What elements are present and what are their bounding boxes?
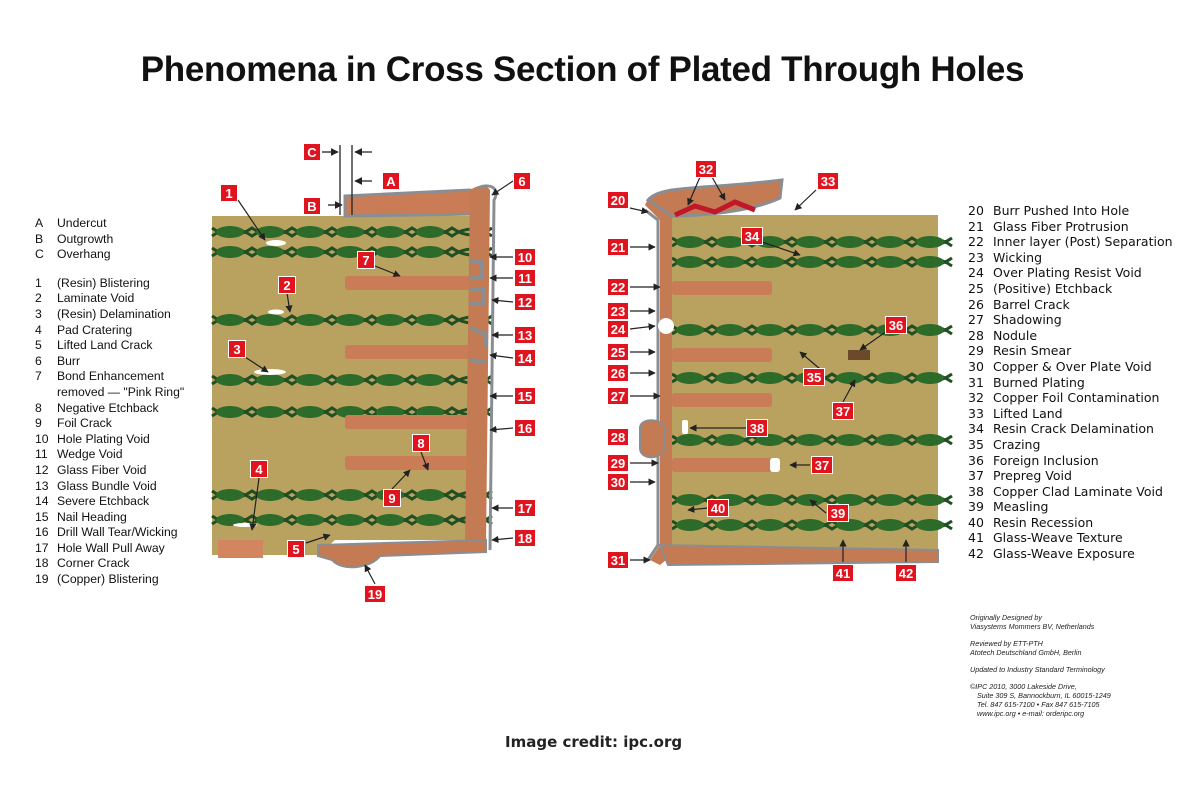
legend-key: 15 xyxy=(35,509,49,524)
left-cross-section xyxy=(212,145,496,567)
legend-label: Burr Pushed Into Hole xyxy=(993,203,1130,218)
glass-bundle xyxy=(416,489,444,501)
glass-bundle xyxy=(376,314,404,326)
glass-bundle xyxy=(836,324,864,336)
legend-key: 31 xyxy=(968,374,984,390)
credit-line: Updated to Industry Standard Terminology xyxy=(970,665,1105,674)
legend-key: 6 xyxy=(35,353,42,368)
glass-bundle xyxy=(796,256,824,268)
legend-label: Foil Crack xyxy=(57,416,112,431)
legend-key: 8 xyxy=(35,400,42,415)
callout-tag-label: 35 xyxy=(806,370,822,385)
legend-label: Copper & Over Plate Void xyxy=(993,358,1152,374)
glass-bundle xyxy=(296,374,324,386)
glass-bundle xyxy=(376,514,404,526)
callout-tag-label: 28 xyxy=(610,430,626,445)
glass-bundle xyxy=(876,372,904,384)
glass-bundle xyxy=(676,256,704,268)
legend-key: 29 xyxy=(968,343,984,359)
legend-label: Corner Crack xyxy=(57,556,130,571)
legend-label: Crazing xyxy=(993,436,1041,452)
callout-tag-label: 14 xyxy=(517,351,533,366)
glass-bundle xyxy=(716,236,744,248)
callout-tag-label: 37 xyxy=(814,458,830,473)
callout-tag-label: 25 xyxy=(610,345,626,360)
glass-bundle xyxy=(796,324,824,336)
glass-bundle xyxy=(416,314,444,326)
callout-tag-label: 13 xyxy=(517,328,533,343)
callout-tag-label: 34 xyxy=(744,229,760,244)
legend-label: Burr xyxy=(57,353,81,368)
callout-tag-label: B xyxy=(307,199,317,214)
glass-bundle xyxy=(376,246,404,258)
leader-line xyxy=(492,300,513,302)
legend-key: 20 xyxy=(968,203,984,218)
legend-key: 22 xyxy=(968,234,984,250)
glass-bundle xyxy=(336,314,364,326)
legend-key: C xyxy=(35,247,44,262)
callout-tag-label: 27 xyxy=(610,389,626,404)
legend-label: Inner layer (Post) Separation xyxy=(993,234,1173,250)
legend-key: 1 xyxy=(35,275,42,290)
glass-bundle xyxy=(676,236,704,248)
glass-bundle xyxy=(916,256,944,268)
callout-tag-label: 31 xyxy=(610,553,626,568)
legend-key: 34 xyxy=(968,421,984,437)
credit-block xyxy=(970,639,1170,657)
glass-bundle xyxy=(716,256,744,268)
legend-label: Glass Fiber Void xyxy=(57,462,147,477)
glass-bundle xyxy=(296,314,324,326)
legend-key: 3 xyxy=(35,306,42,321)
glass-bundle xyxy=(676,372,704,384)
glass-bundle xyxy=(916,494,944,506)
credit-block xyxy=(970,665,1170,674)
glass-bundle xyxy=(256,514,284,526)
legend-label: Overhang xyxy=(57,247,111,262)
callout-tag-label: 24 xyxy=(610,322,626,337)
image-credit: Image credit: ipc.org xyxy=(505,733,683,751)
glass-bundle xyxy=(756,519,784,531)
legend-label: Resin Smear xyxy=(993,343,1072,359)
glass-bundle xyxy=(796,519,824,531)
legend-key: 30 xyxy=(968,358,984,374)
glass-bundle xyxy=(756,256,784,268)
glass-bundle xyxy=(256,406,284,418)
credit-block xyxy=(970,682,1170,718)
credit-line: Tel. 847 615-7100 • Fax 847 615-7105 xyxy=(977,700,1100,709)
glass-bundle xyxy=(416,226,444,238)
callout-tag-label: 41 xyxy=(835,566,851,581)
glass-bundle xyxy=(216,374,244,386)
glass-bundle xyxy=(336,226,364,238)
callout-tag-label: 2 xyxy=(283,278,291,293)
credit-block xyxy=(970,613,1170,631)
legend-key: 39 xyxy=(968,499,984,515)
legend-label: Undercut xyxy=(57,216,107,230)
legend-key: 42 xyxy=(968,546,984,562)
glass-bundle xyxy=(876,519,904,531)
callout-tag-label: 29 xyxy=(610,456,626,471)
leader-line xyxy=(492,538,513,540)
legend-key: 9 xyxy=(35,416,42,431)
legend-key: 10 xyxy=(35,431,49,446)
legend-key: 18 xyxy=(35,556,49,571)
glass-bundle xyxy=(916,372,944,384)
glass-bundle xyxy=(256,314,284,326)
glass-bundle xyxy=(836,434,864,446)
glass-bundle xyxy=(916,236,944,248)
leader-line xyxy=(795,190,816,210)
callout-tag-label: A xyxy=(386,174,396,189)
callout-tag-label: 30 xyxy=(610,475,626,490)
glass-bundle xyxy=(716,519,744,531)
callout-tag-label: 32 xyxy=(698,162,714,177)
legend-label: Drill Wall Tear/Wicking xyxy=(57,525,178,540)
legend-key: 41 xyxy=(968,530,984,546)
callout-tag-label: 12 xyxy=(517,295,533,310)
left-top-pad xyxy=(345,190,478,216)
callout-tag-label: 7 xyxy=(362,253,370,268)
legend-label: Barrel Crack xyxy=(993,296,1070,312)
callout-tag-label: 20 xyxy=(610,193,626,208)
legend-key: 12 xyxy=(35,462,49,477)
legend-label: Laminate Void xyxy=(57,291,135,306)
glass-bundle xyxy=(376,226,404,238)
legend-key: 26 xyxy=(968,296,984,312)
legend-label: (Copper) Blistering xyxy=(57,572,159,587)
glass-bundle xyxy=(916,434,944,446)
callout-tag-label: 3 xyxy=(233,342,241,357)
legend-key: 5 xyxy=(35,338,42,353)
glass-bundle xyxy=(716,434,744,446)
glass-bundle xyxy=(796,434,824,446)
glass-bundle xyxy=(256,489,284,501)
legend-label: Glass Fiber Protrusion xyxy=(993,218,1129,234)
legend-label: Outgrowth xyxy=(57,231,114,246)
glass-bundle xyxy=(216,226,244,238)
legend-label: Resin Crack Delamination xyxy=(993,421,1154,437)
glass-bundle xyxy=(336,514,364,526)
leader-line xyxy=(365,565,375,584)
callout-tag-label: 38 xyxy=(749,421,765,436)
legend-key: 35 xyxy=(968,436,984,452)
left-bottom-pad xyxy=(318,540,486,567)
legend-key: 38 xyxy=(968,483,984,499)
glass-bundle xyxy=(216,314,244,326)
legend-label: removed — "Pink Ring" xyxy=(57,384,185,399)
legend-label: Resin Recession xyxy=(993,514,1094,530)
legend-key: 32 xyxy=(968,390,984,406)
legend-label: (Positive) Etchback xyxy=(993,280,1113,296)
legend-key: 40 xyxy=(968,514,984,530)
glass-bundle xyxy=(676,324,704,336)
callout-tag-label: 9 xyxy=(388,491,396,506)
leader-line xyxy=(490,428,513,430)
legend-label: Over Plating Resist Void xyxy=(993,265,1142,281)
callout-tag-label: 4 xyxy=(255,462,263,477)
legend-key: 37 xyxy=(968,468,984,484)
callout-tag-label: 16 xyxy=(517,421,533,436)
legend-label: Copper Clad Laminate Void xyxy=(993,483,1163,499)
legend-label: (Resin) Delamination xyxy=(57,306,171,321)
legend-label: Nail Heading xyxy=(57,509,127,524)
design-credits xyxy=(970,613,1170,726)
legend-label: Lifted Land xyxy=(993,405,1063,421)
legend-label: Copper Foil Contamination xyxy=(993,390,1160,406)
glass-bundle xyxy=(336,489,364,501)
legend-key: 19 xyxy=(35,572,49,587)
credit-line: Reviewed by ETT-PTH xyxy=(970,639,1043,648)
legend-label: Burned Plating xyxy=(993,374,1085,390)
glass-bundle xyxy=(876,494,904,506)
legend-key: 14 xyxy=(35,494,49,509)
glass-bundle xyxy=(256,374,284,386)
callout-tag-label: 19 xyxy=(367,587,383,602)
glass-bundle xyxy=(296,514,324,526)
glass-bundle xyxy=(416,246,444,258)
nodule-shape xyxy=(640,420,664,457)
callout-tag-label: 10 xyxy=(517,250,533,265)
callout-tag-label: 18 xyxy=(517,531,533,546)
legend-key: 24 xyxy=(968,265,984,281)
legend-key: 21 xyxy=(968,218,984,234)
glass-bundle xyxy=(416,374,444,386)
glass-bundle xyxy=(716,372,744,384)
legend-label: Bond Enhancement xyxy=(57,369,165,384)
callout-tag-label: 23 xyxy=(610,304,626,319)
callout-tag-label: 42 xyxy=(898,566,914,581)
legend-key: 7 xyxy=(35,369,42,384)
glass-bundle xyxy=(216,489,244,501)
callout-tag-label: 26 xyxy=(610,366,626,381)
callout-tag-label: 40 xyxy=(710,501,726,516)
legend-label: Hole Plating Void xyxy=(57,431,150,446)
glass-bundle xyxy=(296,226,324,238)
legend-key: 2 xyxy=(35,291,42,306)
legend-label: Glass-Weave Exposure xyxy=(993,546,1135,562)
legend-label: Wicking xyxy=(993,249,1042,265)
legend-label: Pad Cratering xyxy=(57,322,133,337)
glass-bundle xyxy=(916,519,944,531)
glass-bundle xyxy=(916,324,944,336)
callout-tag-label: 17 xyxy=(517,501,533,516)
callout-tag-label: 11 xyxy=(518,271,532,286)
callout-tag-label: 1 xyxy=(225,186,233,201)
legend-label: Severe Etchback xyxy=(57,494,150,509)
callout-tag-label: 15 xyxy=(517,389,533,404)
glass-bundle xyxy=(216,246,244,258)
glass-bundle xyxy=(376,374,404,386)
page-title: Phenomena in Cross Section of Plated Through Holes xyxy=(140,50,1025,89)
glass-bundle xyxy=(756,324,784,336)
glass-bundle xyxy=(216,406,244,418)
legend-key: 28 xyxy=(968,327,984,343)
legend-label: Hole Wall Pull Away xyxy=(57,540,165,555)
glass-bundle xyxy=(796,236,824,248)
callout-tag-label: 6 xyxy=(518,174,526,189)
glass-bundle xyxy=(716,324,744,336)
right-cross-section xyxy=(640,180,952,565)
glass-bundle xyxy=(876,236,904,248)
legend-label: Shadowing xyxy=(993,312,1062,328)
foreign-inclusion-shape xyxy=(848,350,870,360)
legend-label: Lifted Land Crack xyxy=(57,338,153,353)
glass-bundle xyxy=(336,374,364,386)
legend-label: Prepreg Void xyxy=(993,468,1072,484)
glass-bundle xyxy=(256,246,284,258)
glass-bundle xyxy=(676,494,704,506)
callout-tag-label: C xyxy=(307,145,317,160)
glass-bundle xyxy=(836,256,864,268)
leader-line xyxy=(630,326,655,329)
legend-key: 13 xyxy=(35,478,49,493)
left-pad-crater xyxy=(218,540,263,558)
glass-bundle xyxy=(756,372,784,384)
legend-key: 11 xyxy=(35,447,48,462)
callout-tag-label: 5 xyxy=(292,542,300,557)
callout-tag-label: 36 xyxy=(888,318,904,333)
glass-bundle xyxy=(756,494,784,506)
glass-bundle xyxy=(836,236,864,248)
legend-key: 4 xyxy=(35,322,42,337)
credit-line: www.ipc.org • e-mail: orderipc.org xyxy=(977,709,1085,718)
credit-line: ©IPC 2010, 3000 Lakeside Drive, xyxy=(970,682,1077,691)
callout-tag-label: 33 xyxy=(820,174,836,189)
callout-tag-label: 8 xyxy=(417,436,425,451)
glass-bundle xyxy=(836,372,864,384)
glass-bundle xyxy=(416,514,444,526)
legend-label: Glass-Weave Texture xyxy=(993,530,1123,546)
legend-key: 33 xyxy=(968,405,984,421)
legend-key: 27 xyxy=(968,312,984,328)
glass-bundle xyxy=(296,489,324,501)
legend-label: (Resin) Blistering xyxy=(57,275,150,290)
legend-label: Nodule xyxy=(993,327,1038,343)
legend-key: 16 xyxy=(35,525,49,540)
callout-tag-label: 21 xyxy=(610,240,626,255)
callout-tag-label: 39 xyxy=(830,506,846,521)
credit-line: Viasystems Mommers BV, Netherlands xyxy=(970,622,1095,631)
legend-key: 25 xyxy=(968,280,984,296)
glass-bundle xyxy=(676,519,704,531)
legend-label: Negative Etchback xyxy=(57,400,159,415)
glass-bundle xyxy=(296,406,324,418)
legend-key: A xyxy=(35,216,44,230)
legend-label: Glass Bundle Void xyxy=(57,478,157,493)
credit-line: Suite 309 S, Bannockburn, IL 60015-1249 xyxy=(977,691,1111,700)
legend-key: B xyxy=(35,231,44,246)
glass-bundle xyxy=(676,434,704,446)
credit-line: Originally Designed by xyxy=(970,613,1042,622)
credit-line: Atotech Deutschland GmbH, Berlin xyxy=(970,648,1082,657)
legend-key: 23 xyxy=(968,249,984,265)
legend-key: 36 xyxy=(968,452,984,468)
legend-label: Measling xyxy=(993,499,1049,515)
glass-bundle xyxy=(876,256,904,268)
callout-tag-label: 37 xyxy=(835,404,851,419)
glass-bundle xyxy=(296,246,324,258)
legend-key: 17 xyxy=(35,540,49,555)
legend-label: Wedge Void xyxy=(57,447,123,462)
glass-bundle xyxy=(876,434,904,446)
callout-tag-label: 22 xyxy=(610,280,626,295)
legend-label: Foreign Inclusion xyxy=(993,452,1099,468)
